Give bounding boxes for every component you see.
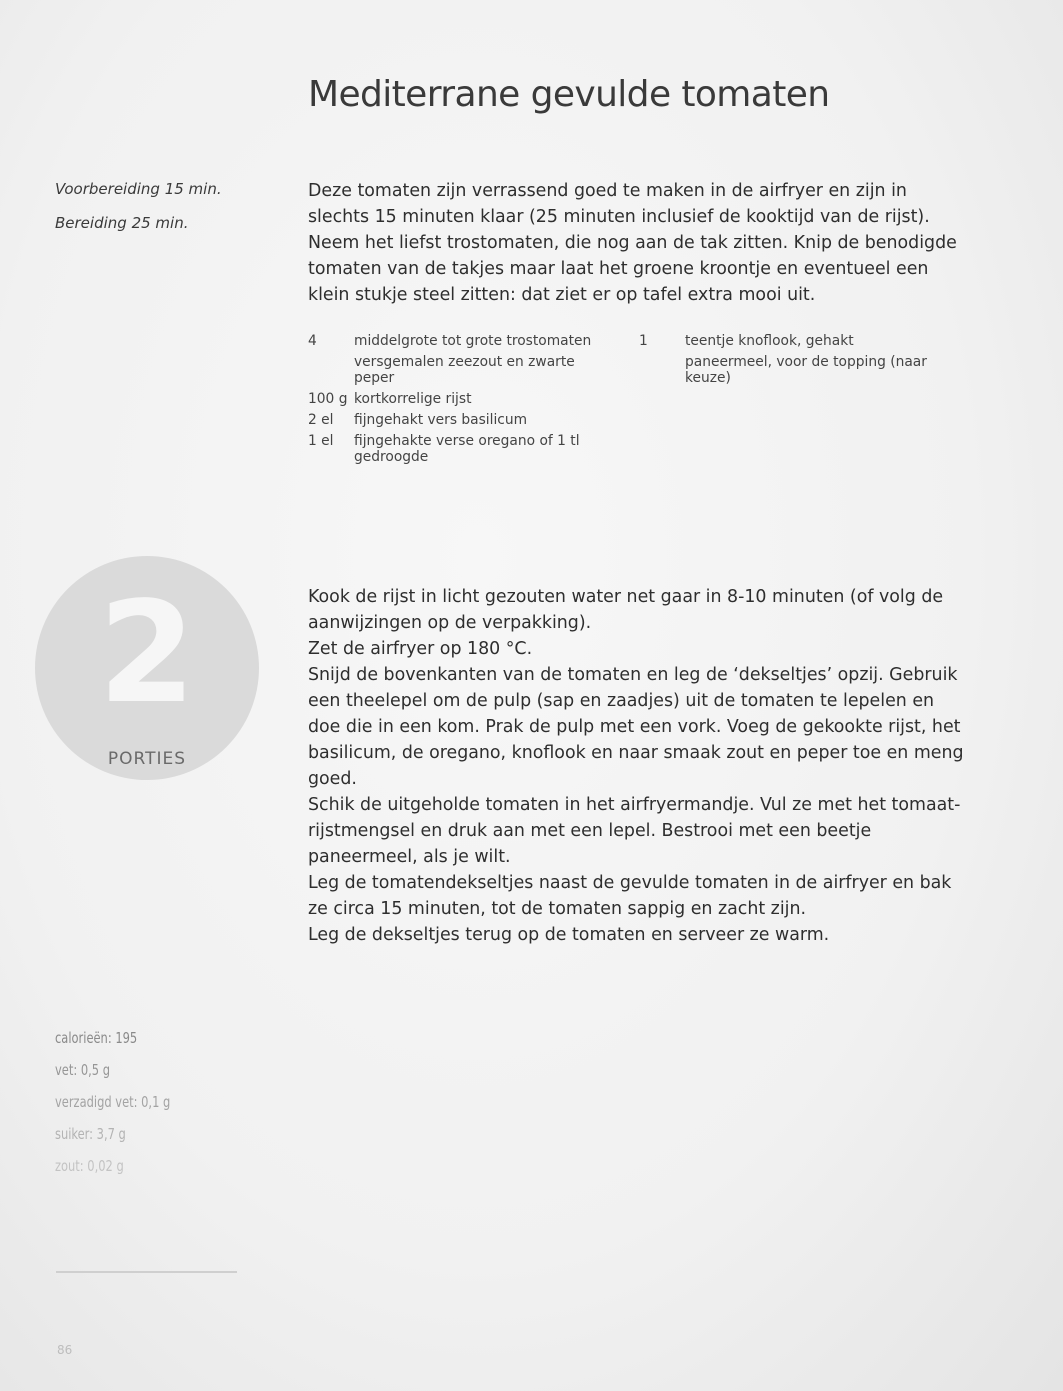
portions-badge	[35, 556, 259, 780]
nutrition-fat: vet: 0,5 g	[55, 1061, 111, 1079]
method-step: Leg de tomatendekseltjes naast de gevulde tomaten in de airfryer en bak ze circa 15 minuten, tot de tomaten sappig en zacht zijn.	[308, 873, 952, 919]
time-info	[55, 180, 285, 248]
ingredients-column-right	[639, 333, 939, 391]
method-steps	[308, 584, 968, 948]
ingredient-desc: teentje knoflook, gehakt	[685, 333, 854, 349]
method-step: Kook de rijst in licht gezouten water net gaar in 8-10 minuten (of volg de aanwijzingen op de verpakking).	[308, 587, 944, 633]
method-step: Leg de dekseltjes terug op de tomaten en serveer ze warm.	[308, 925, 830, 945]
ingredient-qty: 1 el	[308, 433, 334, 449]
intro-text: Deze tomaten zijn verrassend goed te maken in de airfryer en zijn in slechts 15 minuten klaar (25 minuten inclusief de kooktijd van de rijst). Neem het liefst trostomaten, die nog aan de tak zitten. Knip de benodigde tomaten van de takjes maar laat het groene kroontje en eventueel een klein stukje steel zitten: dat ziet er op tafel extra mooi uit.	[308, 181, 957, 305]
method-step: Schik de uitgeholde tomaten in het airfryermandje. Vul ze met het tomaat-rijstmengsel en druk aan met een lepel. Bestrooi met een beetje paneermeel, als je wilt.	[308, 795, 961, 867]
page-number: 86	[57, 1343, 73, 1357]
nutrition-saturated-fat: verzadigd vet: 0,1 g	[55, 1093, 171, 1111]
ingredient-qty: 100 g	[308, 391, 348, 407]
cook-time: Bereiding 25 min.	[55, 214, 189, 232]
method-step: Zet de airfryer op 180 °C.	[308, 639, 533, 659]
ingredient-row	[308, 391, 608, 407]
ingredient-qty	[308, 354, 354, 386]
ingredient-desc: versgemalen zeezout en zwarte peper	[354, 354, 575, 386]
ingredient-row	[308, 433, 608, 465]
ingredient-desc: fijngehakt vers basilicum	[354, 412, 528, 428]
ingredient-qty: 2 el	[308, 412, 334, 428]
ingredient-row	[639, 333, 939, 349]
prep-time: Voorbereiding 15 min.	[55, 180, 222, 198]
ingredient-desc: middelgrote tot grote trostomaten	[354, 333, 592, 349]
ingredient-desc: fijngehakte verse oregano of 1 tl gedroogde	[354, 433, 580, 465]
portions-number: 2	[98, 572, 196, 735]
ingredient-row	[308, 412, 608, 428]
nutrition-calories: calorieën: 195	[55, 1029, 138, 1047]
divider	[56, 1271, 237, 1273]
ingredient-desc: paneermeel, voor de topping (naar keuze)	[685, 354, 927, 386]
nutrition-info	[55, 1028, 255, 1188]
portions-label: PORTIES	[107, 749, 187, 769]
ingredient-desc: kortkorrelige rijst	[354, 391, 472, 407]
ingredient-qty: 4	[308, 333, 317, 349]
ingredient-row	[308, 354, 608, 386]
ingredients-column-left	[308, 333, 608, 470]
ingredient-qty: 1	[639, 333, 648, 349]
nutrition-salt: zout: 0,02 g	[55, 1157, 124, 1175]
nutrition-sugar: suiker: 3,7 g	[55, 1125, 126, 1143]
ingredient-row	[308, 333, 608, 349]
recipe-title: Mediterrane gevulde tomaten	[308, 74, 830, 115]
ingredient-row	[639, 354, 939, 386]
ingredient-qty	[639, 354, 685, 386]
method-step: Snijd de bovenkanten van de tomaten en leg de ‘dekseltjes’ opzij. Gebruik een theelepel om de pulp (sap en zaadjes) uit de tomaten te lepelen en doe die in een kom. Prak de pulp met een vork. Voeg de gekookte rijst, het basilicum, de oregano, knoflook en naar smaak zout en peper toe en meng goed.	[308, 665, 964, 789]
